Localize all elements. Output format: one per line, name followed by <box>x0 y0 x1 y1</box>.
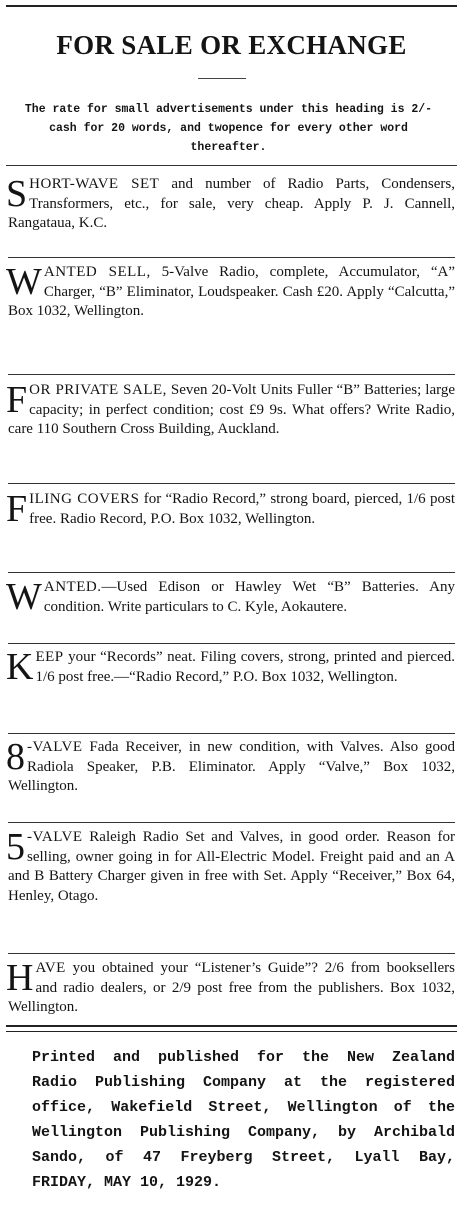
classified-ad <box>8 381 455 440</box>
ad-lead: EEP <box>35 649 64 665</box>
ad-text: for “Radio Record,” strong board, pierced, 1/6 post free. Radio Record, P.O. Box 1032, Wellington. <box>29 491 455 527</box>
classified-ad <box>8 828 455 906</box>
drop-cap: H <box>6 957 34 999</box>
ad-divider <box>8 572 455 573</box>
ad-text: and number of Radio Parts, Condensers, Transformers, etc., for sale, very cheap. Apply P. J. Cannell, Rangataua, K.C. <box>8 176 455 232</box>
ad-text: —Used Edison or Hawley Wet “B” Batteries. Any condition. Write particulars to C. Kyle, Aokautere. <box>43 579 455 615</box>
drop-cap: F <box>6 379 28 421</box>
drop-cap: K <box>6 646 34 688</box>
ad-text: Fada Receiver, in new condition, with Valves. Also good Radiola Speaker, P.B. Eliminator. Apply “Valve,” Box 1032, Wellington. <box>8 739 455 795</box>
ad-lead: ANTED. <box>43 579 102 595</box>
ad-divider <box>8 953 455 954</box>
publisher-imprint <box>8 1045 455 1195</box>
ad-lead: ILING COVERS <box>29 491 140 507</box>
ad-lead: OR PRIVATE SALE, <box>29 382 167 398</box>
classified-ad <box>8 738 455 797</box>
classified-ad <box>8 263 455 322</box>
heading-divider <box>198 78 246 79</box>
ad-lead: HORT-WAVE SET <box>29 176 160 192</box>
ad-divider <box>8 822 455 823</box>
classified-ad <box>8 959 455 1018</box>
section-heading: FOR SALE OR EXCHANGE <box>56 30 407 60</box>
bottom-rule-thin <box>6 1031 457 1032</box>
classified-ad <box>8 175 455 234</box>
drop-cap: 8 <box>6 736 25 778</box>
classified-ad <box>8 490 455 529</box>
classified-ad <box>8 648 455 687</box>
ad-lead: ANTED SELL, <box>43 264 151 280</box>
drop-cap: W <box>6 261 42 303</box>
ad-text: your “Records” neat. Filing covers, strong, printed and pierced. 1/6 post free.—“Radio Record,” P.O. Box 1032, Wellington. <box>35 649 455 685</box>
ad-text: you obtained your “Listener’s Guide”? 2/6 from booksellers and radio dealers, or 2/9 post free from the publishers. Box 1032, Wellington. <box>8 960 455 1016</box>
drop-cap: W <box>6 576 42 618</box>
rate-notice: The rate for small advertisements under this heading is 2/- cash for 20 words, and twopence for every other word thereafter. <box>24 103 433 154</box>
ad-lead: AVE <box>35 960 66 976</box>
ad-divider <box>8 483 455 484</box>
ad-lead: -VALVE <box>27 739 83 755</box>
drop-cap: 5 <box>6 826 25 868</box>
ad-divider <box>8 257 455 258</box>
ad-text: Raleigh Radio Set and Valves, in good order. Reason for selling, owner going in for All-Electric Model. Freight paid and an A and B Battery Charger given in free with Set. Apply “Receiver,” Box 64, Henley, Otago. <box>8 829 455 904</box>
drop-cap: F <box>6 488 28 530</box>
ad-text: Seven 20-Volt Units Fuller “B” Batteries; large capacity; in perfect condition; cost £9 9s. What offers? Write Radio, care 110 Southern Cross Building, Auckland. <box>8 382 455 438</box>
top-rule <box>6 5 457 7</box>
classified-ad <box>8 578 455 617</box>
ad-text: 5-Valve Radio, complete, Accumulator, “A” Charger, “B” Eliminator, Loudspeaker. Cash £20. Apply “Calcutta,” Box 1032, Wellington. <box>8 264 455 320</box>
ad-divider <box>8 643 455 644</box>
drop-cap: S <box>6 173 28 215</box>
bottom-rule <box>6 1025 457 1027</box>
ad-divider <box>8 733 455 734</box>
ad-divider <box>8 374 455 375</box>
rate-divider <box>6 165 457 166</box>
imprint-text: Printed and published for the New Zealand Radio Publishing Company at the registered office, Wakefield Street, Wellington of the Wellington Publishing Company, by Archibald Sando, of 47 Freyberg Street, Lyall Bay, FRIDAY, MAY 10, 1929. <box>32 1049 455 1191</box>
ad-lead: -VALVE <box>27 829 83 845</box>
